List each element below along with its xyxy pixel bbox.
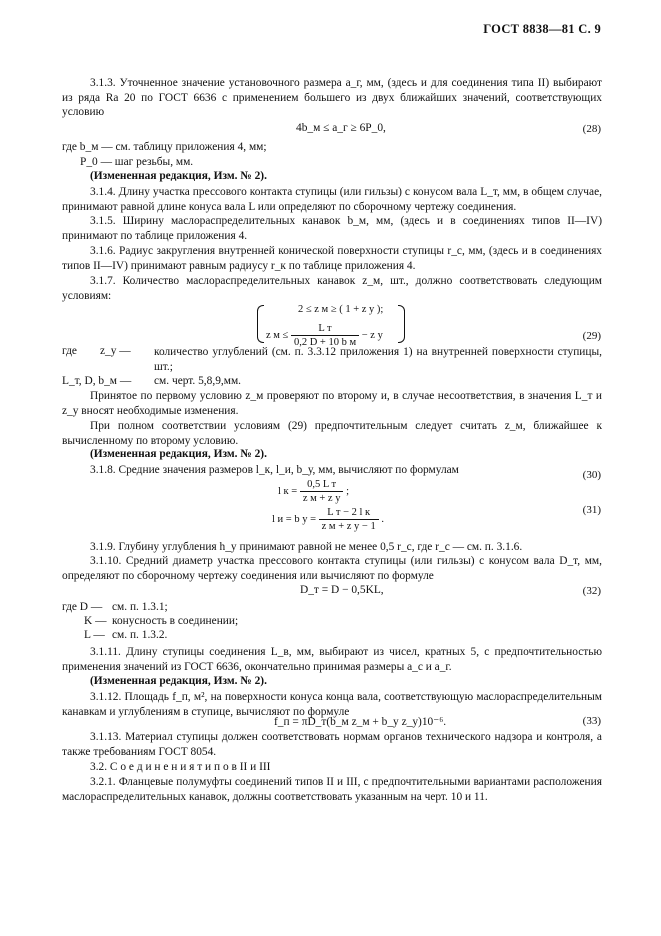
- where-d-symbol: где D —: [62, 601, 103, 613]
- formula-31-numerator: L т − 2 l к: [319, 506, 379, 520]
- paragraph-accept-2: При полном соответствии условиям (29) предпочтительным следует считать z_м, ближайшее к вычисленному по второму условию.: [62, 420, 602, 447]
- edition-note-1: (Измененная редакция, Изм. № 2).: [90, 170, 267, 182]
- paragraph-3-1-8: 3.1.8. Средние значения размеров l_к, l_и, b_у, мм, вычисляют по формулам: [90, 464, 459, 476]
- formula-31-fraction: [319, 506, 379, 533]
- formula-29-number: (29): [582, 330, 601, 342]
- where-lt-d-bm-symbol: L_т, D, b_м —: [62, 375, 132, 387]
- section-3-2-heading: 3.2. С о е д и н е н и я т и п о в II и III: [90, 761, 271, 773]
- formula-29-line1: 2 ≤ z м ≥ ( 1 + z у );: [298, 304, 384, 315]
- where-b-m: где b_м — см. таблицу приложения 4, мм;: [62, 141, 267, 153]
- formula-29-brace-right: [398, 305, 405, 343]
- formula-30-rhs: ;: [346, 485, 350, 497]
- paragraph-3-1-11: 3.1.11. Длину ступицы соединения L_в, мм, выбирают из чисел, кратных 5, с предпочтительностью применения значений из ГОСТ 6636, окончательно принимая размеры a_с и a_г.: [62, 646, 602, 673]
- where-d-text: см. п. 1.3.1;: [112, 601, 168, 613]
- paragraph-3-1-9: 3.1.9. Глубину углубления h_у принимают равной не менее 0,5 r_с, где r_с — см. п. 3.1.6.: [90, 541, 523, 553]
- paragraph-3-1-4: 3.1.4. Длину участка прессового контакта ступицы (или гильзы) с конусом вала L_т, мм, в общем случае, принимают равной длине конуса вала L или определяют по сборочному чертежу соединения.: [62, 186, 602, 213]
- paragraph-3-1-5: 3.1.5. Ширину маслораспределительных канавок b_м, мм, (здесь и в соединениях типов II—IV) принимают по таблице приложения 4.: [62, 215, 602, 242]
- formula-31-number: (31): [582, 504, 601, 516]
- formula-29-denominator: 0,2 D + 10 b м: [293, 337, 357, 348]
- formula-31-denominator: z м + z у − 1: [321, 521, 376, 532]
- formula-29-rest: − z у: [361, 329, 383, 341]
- formula-32-number: (32): [582, 585, 601, 597]
- formula-30-lhs: l к =: [278, 485, 298, 497]
- paragraph-3-1-12: 3.1.12. Площадь f_п, м², на поверхности конуса конца вала, соответствующую маслораспределительным канавкам и углублениям в ступице, вычисляют по формуле: [62, 691, 602, 718]
- formula-33-number: (33): [582, 715, 601, 727]
- edition-note-3: (Измененная редакция, Изм. № 2).: [90, 675, 267, 687]
- formula-31: [272, 506, 384, 533]
- formula-29-numerator: L т: [291, 322, 359, 336]
- paragraph-3-2-1: 3.2.1. Фланцевые полумуфты соединений типов II и III, с предпочтительными вариантами расположения маслораспределительных канавок, должны соответствовать указанным на черт. 10 и 11.: [62, 776, 602, 803]
- formula-30-denominator: z м + z у: [302, 493, 341, 504]
- formula-32: D_т = D − 0,5KL,: [300, 584, 384, 596]
- where-k-symbol: K —: [84, 615, 107, 627]
- formula-29-lhs: z м ≤: [266, 329, 289, 341]
- where-z-y-symbol: z_у —: [100, 345, 131, 357]
- where-z-y-text: количество углублений (см. п. 3.3.12 приложения 1) на внутренней поверхности ступицы, шт.;: [154, 346, 602, 373]
- formula-28-number: (28): [582, 123, 601, 135]
- formula-28: 4b_м ≤ a_г ≥ 6P_0,: [296, 122, 386, 134]
- formula-30-fraction: [300, 478, 344, 505]
- formula-31-rhs: .: [381, 513, 384, 525]
- formula-30-number: (30): [582, 469, 601, 481]
- paragraph-3-1-7: 3.1.7. Количество маслораспределительных канавок z_м, шт., должно соответствовать следующим условиям:: [62, 275, 602, 302]
- where-lt-d-bm-text: см. черт. 5,8,9,мм.: [154, 375, 241, 387]
- paragraph-3-1-3: 3.1.3. Уточненное значение установочного размера a_г, мм, (здесь и для соединения типа II) выбирают из ряда Ra 20 по ГОСТ 6636 с применением большего из двух ближайших значений, соответствующих условию: [62, 77, 602, 119]
- where-p0: P_0 — шаг резьбы, мм.: [80, 156, 194, 168]
- formula-33: f_п = πD_т(b_м z_м + b_у z_у)10⁻⁶.: [274, 716, 447, 728]
- formula-31-lhs: l и = b у =: [272, 513, 317, 525]
- page-header: ГОСТ 8838—81 С. 9: [483, 22, 601, 36]
- where-l-text: см. п. 1.3.2.: [112, 629, 168, 641]
- where-k-text: конусность в соединении;: [112, 615, 239, 627]
- where-2-label: где: [62, 345, 77, 357]
- paragraph-accept-1: Принятое по первому условию z_м проверяют по второму и, в случае несоответствия, в значения L_т и z_у вносят необходимые изменения.: [62, 390, 602, 417]
- paragraph-3-1-13: 3.1.13. Материал ступицы должен соответствовать нормам органов технического надзора и контроля, а также требованиям ГОСТ 8054.: [62, 731, 602, 758]
- formula-30: [278, 478, 349, 505]
- paragraph-3-1-6: 3.1.6. Радиус закругления внутренней конической поверхности ступицы r_с, мм, (здесь и в соединениях типов II—IV) принимают равным радиусу r_к по таблице приложения 4.: [62, 245, 602, 272]
- where-l-symbol: L —: [84, 629, 105, 641]
- formula-29-brace-left: [257, 305, 264, 343]
- paragraph-3-1-10: 3.1.10. Средний диаметр участка прессового контакта ступицы (или гильзы) с конусом вала D_т, мм, определяют по сборочному чертежу соединения или вычисляют по формуле: [62, 555, 602, 582]
- formula-30-numerator: 0,5 L т: [300, 478, 344, 492]
- edition-note-2: (Измененная редакция, Изм. № 2).: [90, 448, 267, 460]
